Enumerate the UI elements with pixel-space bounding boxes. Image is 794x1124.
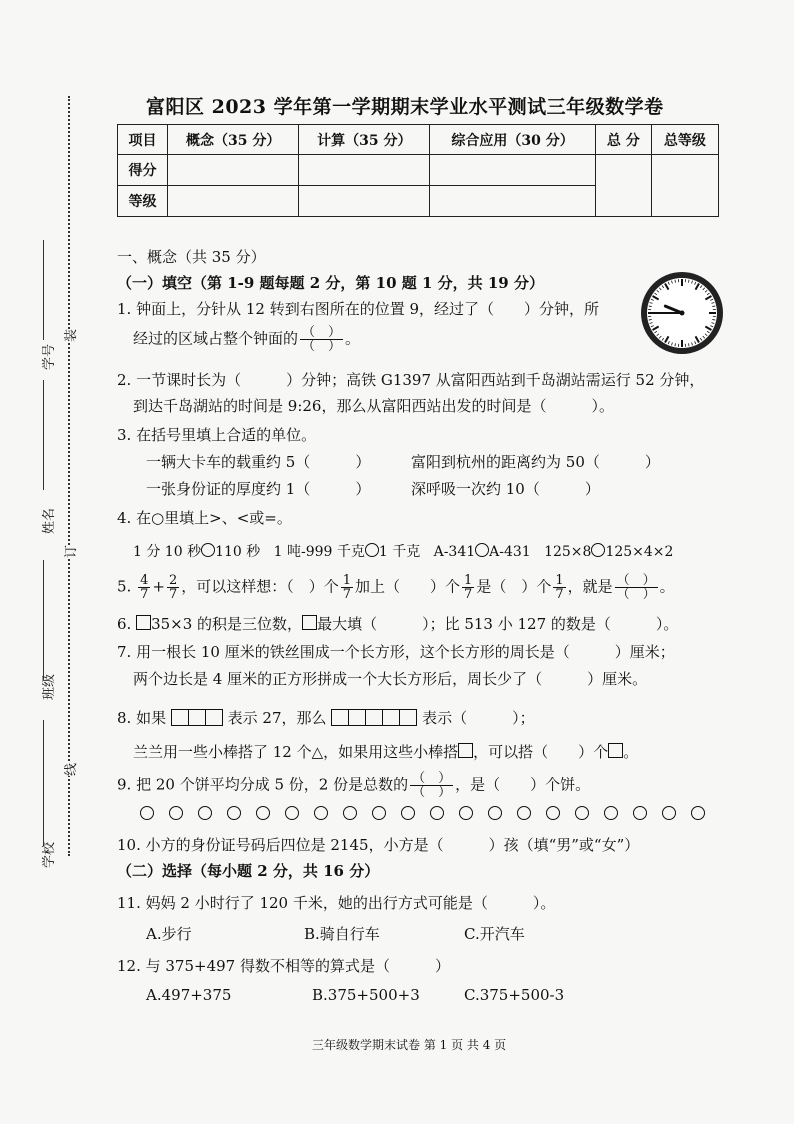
table-header: 总 分 xyxy=(595,125,651,155)
option-c[interactable]: C.375+500-3 xyxy=(464,986,565,1004)
question-3b: 富阳到杭州的距离约为 50（ ） xyxy=(411,453,660,471)
five-box-pattern xyxy=(331,709,417,726)
q9-text: 9. 把 20 个饼平均分成 5 份，2 份是总数的 xyxy=(117,775,409,794)
side-label-name: 姓名 xyxy=(42,507,57,534)
cake-circle xyxy=(430,806,444,820)
q4-expr: 1 吨-999 千克 xyxy=(273,544,365,560)
digit-box[interactable] xyxy=(302,615,317,630)
bind-mark-ding: 订 xyxy=(60,545,79,558)
option-c[interactable]: C.开汽车 xyxy=(464,925,525,943)
side-label-school: 学校 xyxy=(42,841,57,868)
compare-circle[interactable] xyxy=(201,543,215,557)
page-footer: 三年级数学期末试卷 第 1 页 共 4 页 xyxy=(312,1038,507,1052)
grade-cell[interactable] xyxy=(168,186,299,217)
q4-expr: 1 分 10 秒 xyxy=(133,544,202,560)
frac-num: 1 xyxy=(464,573,473,588)
fraction xyxy=(341,574,353,601)
q4-expr: A-341 xyxy=(433,544,476,560)
q8-text: 表示 27，那么 xyxy=(227,709,327,727)
three-box-pattern xyxy=(171,709,223,726)
cake-circle xyxy=(459,806,473,820)
q9-text: ，是（ ）个饼。 xyxy=(455,775,591,794)
number-write-line xyxy=(43,240,44,340)
side-label-number: 学号 xyxy=(42,343,57,370)
school-write-line xyxy=(43,720,44,846)
question-8-line1 xyxy=(117,707,535,728)
bind-mark-xian: 线 xyxy=(60,763,79,776)
frac-num: 2 xyxy=(168,573,178,588)
frac-den: 7 xyxy=(342,587,352,602)
question-7-line2: 两个边长是 4 厘米的正方形拼成一个大长方形后，周长少了（ ）厘米。 xyxy=(133,670,648,688)
table-header: 综合应用（30 分） xyxy=(430,125,595,155)
cake-circle xyxy=(227,806,241,820)
q1-end: 。 xyxy=(345,329,361,348)
frac-den: 7 xyxy=(555,587,564,602)
frac-den: 7 xyxy=(168,587,178,602)
score-cell[interactable] xyxy=(168,155,299,186)
cake-circle xyxy=(256,806,270,820)
binding-dotted-line xyxy=(68,96,70,856)
cake-circle xyxy=(517,806,531,820)
q5-end: 。 xyxy=(659,577,675,596)
fraction xyxy=(138,574,150,601)
q8-text: 表示（ ）； xyxy=(422,709,535,727)
clock-icon xyxy=(638,269,726,357)
pattern-box xyxy=(366,709,383,726)
question-3c: 一张身份证的厚度约 1（ ） xyxy=(146,480,371,498)
q6-text: 35×3 的积是三位数， xyxy=(151,615,303,633)
grade-cell[interactable] xyxy=(430,186,595,217)
pattern-box xyxy=(331,709,349,726)
cake-circle xyxy=(691,806,705,820)
question-8-line2 xyxy=(133,741,638,762)
score-cell[interactable] xyxy=(430,155,595,186)
square-symbol xyxy=(608,743,623,758)
option-b[interactable]: B.骑自行车 xyxy=(304,925,380,943)
compare-circle[interactable] xyxy=(591,543,605,557)
cake-circle xyxy=(198,806,212,820)
q5-text: ，就是 xyxy=(567,577,613,596)
q9-answer-fraction[interactable] xyxy=(410,772,453,799)
question-3-intro: 3. 在括号里填上合适的单位。 xyxy=(117,426,317,444)
frac-den: （ ） xyxy=(412,785,452,800)
q4-expr: 125×8 xyxy=(544,544,592,560)
question-2-line2: 到达千岛湖站的时间是 9:26，那么从富阳西站出发的时间是（ ）。 xyxy=(133,397,614,415)
part-heading: （二）选择（每小题 2 分，共 16 分） xyxy=(117,862,380,880)
cake-circle xyxy=(314,806,328,820)
frac-den: （ ） xyxy=(616,587,656,602)
frac-num: （ ） xyxy=(412,771,452,786)
cake-circle xyxy=(343,806,357,820)
q1-text: 经过的区域占整个钟面的 xyxy=(133,329,299,348)
q8-text: 。 xyxy=(623,743,639,761)
table-header: 项目 xyxy=(118,125,168,155)
question-9 xyxy=(117,772,590,799)
question-4-intro: 4. 在○里填上>、<或=。 xyxy=(117,509,292,527)
frac-den: 7 xyxy=(464,587,473,602)
square-symbol xyxy=(458,743,473,758)
fraction xyxy=(462,574,474,601)
pattern-box xyxy=(206,709,223,726)
question-1-line1: 1. 钟面上，分针从 12 转到右图所在的位置 9，经过了（ ）分钟，所 xyxy=(117,300,600,318)
q5-text: ，可以这样想：（ ）个 xyxy=(181,577,339,596)
compare-circle[interactable] xyxy=(475,543,489,557)
score-cell[interactable] xyxy=(299,155,430,186)
cake-circle xyxy=(401,806,415,820)
part-heading: （一）填空（第 1-9 题每题 2 分，第 10 题 1 分，共 19 分） xyxy=(117,274,544,292)
question-2-line1: 2. 一节课时长为（ ）分钟；高铁 G1397 从富阳西站到千岛湖站需运行 52 分钟， xyxy=(117,371,705,389)
pattern-box xyxy=(189,709,206,726)
row-label: 得分 xyxy=(118,155,168,186)
cake-circle xyxy=(633,806,647,820)
q4-expr: 125×4×2 xyxy=(605,544,674,560)
table-header: 概念（35 分） xyxy=(168,125,299,155)
frac-num: 1 xyxy=(342,573,352,588)
score-table xyxy=(117,124,719,217)
total-grade-cell[interactable] xyxy=(651,155,718,217)
q5-text: 加上（ ）个 xyxy=(355,577,461,596)
cake-circle xyxy=(488,806,502,820)
q4-expr: A-431 xyxy=(489,544,531,560)
question-6 xyxy=(117,613,678,634)
cake-circle xyxy=(604,806,618,820)
question-3a: 一辆大卡车的载重约 5（ ） xyxy=(146,453,371,471)
frac-num: （ ） xyxy=(616,573,656,588)
pattern-box xyxy=(349,709,366,726)
cake-circle xyxy=(662,806,676,820)
side-label-class: 班级 xyxy=(42,673,57,700)
option-a[interactable]: A.497+375 xyxy=(146,986,232,1004)
total-score-cell[interactable] xyxy=(595,155,651,217)
q6-number: 6. xyxy=(117,615,137,633)
cake-circle xyxy=(285,806,299,820)
pattern-box xyxy=(383,709,400,726)
frac-den: （ ） xyxy=(302,339,342,354)
pattern-box xyxy=(400,709,417,726)
question-12-stem: 12. 与 375+497 得数不相等的算式是（ ） xyxy=(117,957,450,975)
fraction xyxy=(553,574,565,601)
cake-circle xyxy=(575,806,589,820)
q5-text: 是（ ）个 xyxy=(476,577,552,596)
q4-expr: 1 千克 xyxy=(378,544,421,560)
row-label: 等级 xyxy=(118,186,168,217)
frac-num: 4 xyxy=(140,573,149,588)
question-1-line2 xyxy=(133,326,360,353)
bind-mark-zhuang: 装 xyxy=(60,329,79,342)
grade-cell[interactable] xyxy=(299,186,430,217)
q5-number: 5. xyxy=(117,577,132,596)
frac-num: （ ） xyxy=(302,325,342,340)
option-b[interactable]: B.375+500+3 xyxy=(312,986,420,1004)
question-5 xyxy=(117,574,675,601)
digit-box[interactable] xyxy=(136,615,151,630)
q8-text: 8. 如果 xyxy=(117,709,167,727)
question-7-line1: 7. 用一根长 10 厘米的铁丝围成一个长方形，这个长方形的周长是（ ）厘米； xyxy=(117,643,675,661)
cake-circles xyxy=(140,806,705,820)
plus-sign: + xyxy=(152,577,165,596)
frac-den: 7 xyxy=(140,587,149,602)
compare-circle[interactable] xyxy=(365,543,379,557)
question-10: 10. 小方的身份证号码后四位是 2145，小方是（ ）孩（填“男”或“女”） xyxy=(117,836,640,854)
question-3d: 深呼吸一次约 10（ ） xyxy=(411,480,600,498)
pattern-box xyxy=(171,709,189,726)
name-write-line xyxy=(43,380,44,490)
q5-answer-fraction[interactable] xyxy=(615,574,658,601)
q4-expr: 110 秒 xyxy=(215,544,261,560)
q1-answer-fraction[interactable] xyxy=(300,326,343,353)
option-a[interactable]: A.步行 xyxy=(146,925,192,943)
table-header: 计算（35 分） xyxy=(299,125,430,155)
cake-circle xyxy=(372,806,386,820)
q8-text: 兰兰用一些小棒搭了 12 个△，如果用这些小棒搭 xyxy=(133,743,459,761)
cake-circle xyxy=(546,806,560,820)
question-11-stem: 11. 妈妈 2 小时行了 120 千米，她的出行方式可能是（ ）。 xyxy=(117,894,556,912)
fraction xyxy=(167,574,179,601)
table-header: 总等级 xyxy=(651,125,718,155)
cake-circle xyxy=(140,806,154,820)
question-4-items xyxy=(133,541,673,561)
section-heading: 一、概念（共 35 分） xyxy=(117,248,266,266)
class-write-line xyxy=(43,560,44,680)
q8-text: ，可以搭（ ）个 xyxy=(473,743,609,761)
cake-circle xyxy=(169,806,183,820)
q6-text: 最大填（ ）；比 513 小 127 的数是（ ）。 xyxy=(317,615,679,633)
exam-title: 富阳区 2023 学年第一学期期末学业水平测试三年级数学卷 xyxy=(146,96,664,118)
frac-num: 1 xyxy=(555,573,564,588)
